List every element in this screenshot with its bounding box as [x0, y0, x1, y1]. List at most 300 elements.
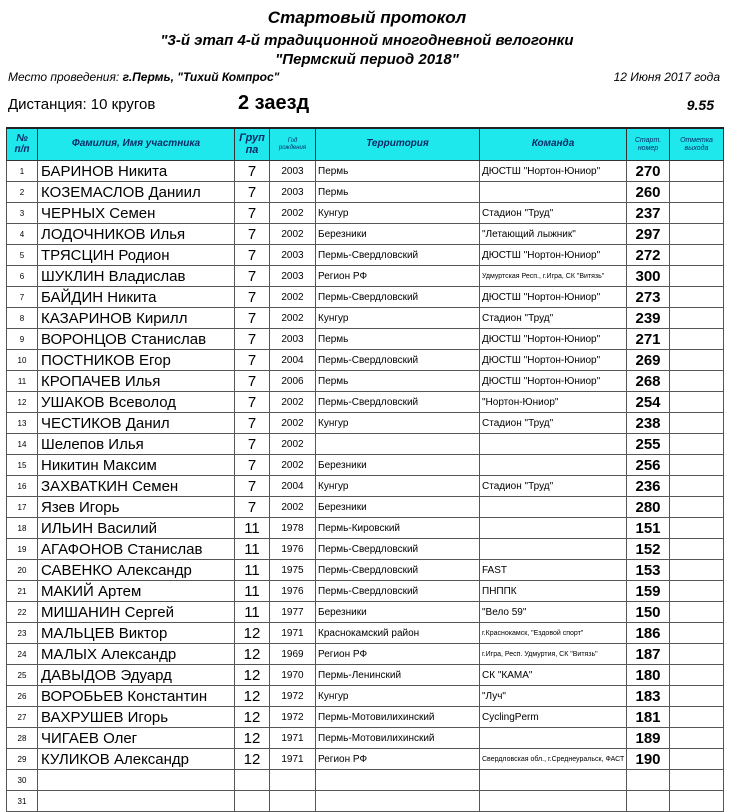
table-row [7, 497, 724, 518]
row-number-cell: 6 [7, 266, 38, 287]
group-cell: 12 [235, 707, 270, 728]
group-cell: 7 [235, 434, 270, 455]
table-row [7, 791, 724, 812]
table-header-row [7, 128, 724, 161]
exit-mark-cell [670, 350, 724, 371]
group-cell: 12 [235, 665, 270, 686]
row-number-cell: 29 [7, 749, 38, 770]
table-row [7, 413, 724, 434]
territory-cell: Регион РФ [316, 266, 480, 287]
start-number-cell: 239 [627, 308, 670, 329]
participant-name-cell: БАЙДИН Никита [38, 287, 235, 308]
table-row [7, 434, 724, 455]
birth-year-cell: 2002 [270, 455, 316, 476]
exit-mark-cell [670, 728, 724, 749]
participant-name-cell: ДАВЫДОВ Эдуард [38, 665, 235, 686]
participant-name-cell: ЧЕСТИКОВ Данил [38, 413, 235, 434]
heat-number: 2 заезд [238, 92, 310, 114]
territory-cell: Пермь [316, 182, 480, 203]
team-cell [480, 518, 627, 539]
team-cell [480, 791, 627, 812]
participant-name-cell: Язев Игорь [38, 497, 235, 518]
group-cell: 7 [235, 161, 270, 182]
exit-mark-cell [670, 287, 724, 308]
group-cell: 7 [235, 497, 270, 518]
birth-year-cell: 2002 [270, 224, 316, 245]
row-number-cell: 17 [7, 497, 38, 518]
group-cell: 11 [235, 518, 270, 539]
start-number-cell: 238 [627, 413, 670, 434]
row-number-cell: 5 [7, 245, 38, 266]
participant-name-cell: КОЗЕМАСЛОВ Даниил [38, 182, 235, 203]
participant-name-cell: АГАФОНОВ Станислав [38, 539, 235, 560]
birth-year-cell: 1977 [270, 602, 316, 623]
start-number-cell: 280 [627, 497, 670, 518]
team-cell [480, 728, 627, 749]
exit-mark-cell [670, 182, 724, 203]
table-row [7, 707, 724, 728]
group-cell: 12 [235, 686, 270, 707]
team-cell [480, 455, 627, 476]
table-row [7, 518, 724, 539]
row-number-cell: 19 [7, 539, 38, 560]
participant-name-cell: Никитин Максим [38, 455, 235, 476]
territory-cell: Пермь [316, 161, 480, 182]
start-number-cell: 273 [627, 287, 670, 308]
venue-value: г.Пермь, "Тихий Компрос" [122, 70, 280, 84]
group-cell: 7 [235, 392, 270, 413]
exit-mark-cell [670, 581, 724, 602]
group-cell: 7 [235, 371, 270, 392]
birth-year-cell: 1971 [270, 749, 316, 770]
territory-cell: Березники [316, 224, 480, 245]
group-cell: 7 [235, 413, 270, 434]
start-number-cell: 237 [627, 203, 670, 224]
participant-name-cell: БАРИНОВ Никита [38, 161, 235, 182]
birth-year-cell: 1972 [270, 686, 316, 707]
birth-year-cell: 1976 [270, 539, 316, 560]
territory-cell: Пермь-Свердловский [316, 287, 480, 308]
birth-year-cell [270, 770, 316, 791]
start-number-cell: 189 [627, 728, 670, 749]
table-row [7, 371, 724, 392]
table-row [7, 161, 724, 182]
participant-name-cell: ПОСТНИКОВ Егор [38, 350, 235, 371]
team-cell [480, 497, 627, 518]
row-number-cell: 23 [7, 623, 38, 644]
birth-year-cell: 2002 [270, 497, 316, 518]
team-cell [480, 539, 627, 560]
territory-cell: Березники [316, 497, 480, 518]
birth-year-cell: 2003 [270, 182, 316, 203]
table-row [7, 770, 724, 791]
team-cell: "Летающий лыжник" [480, 224, 627, 245]
birth-year-cell: 2003 [270, 245, 316, 266]
team-cell: г.Игра, Респ. Удмуртия, СК "Витязь" [480, 644, 627, 665]
group-cell: 11 [235, 602, 270, 623]
exit-mark-cell [670, 329, 724, 350]
territory-cell: Регион РФ [316, 749, 480, 770]
participant-name-cell: КАЗАРИНОВ Кирилл [38, 308, 235, 329]
row-number-cell: 21 [7, 581, 38, 602]
participant-name-cell: САВЕНКО Александр [38, 560, 235, 581]
team-cell [480, 434, 627, 455]
territory-cell: Пермь-Мотовилихинский [316, 728, 480, 749]
table-row [7, 728, 724, 749]
territory-cell: Березники [316, 602, 480, 623]
group-cell: 11 [235, 539, 270, 560]
exit-mark-cell [670, 203, 724, 224]
territory-cell: Березники [316, 455, 480, 476]
table-row [7, 266, 724, 287]
exit-mark-cell [670, 665, 724, 686]
participant-name-cell: ЧЕРНЫХ Семен [38, 203, 235, 224]
group-cell: 7 [235, 476, 270, 497]
exit-mark-cell [670, 161, 724, 182]
table-row [7, 749, 724, 770]
exit-mark-cell [670, 497, 724, 518]
table-row [7, 539, 724, 560]
group-cell: 12 [235, 644, 270, 665]
exit-mark-cell [670, 707, 724, 728]
birth-year-cell: 1972 [270, 707, 316, 728]
group-cell: 7 [235, 455, 270, 476]
column-header-start-number: Старт. номер [627, 128, 670, 161]
territory-cell: Пермь-Свердловский [316, 560, 480, 581]
group-cell: 7 [235, 287, 270, 308]
participant-name-cell: ЗАХВАТКИН Семен [38, 476, 235, 497]
team-cell: ДЮСТШ "Нортон-Юниор" [480, 245, 627, 266]
participant-name-cell: ВОРОБЬЕВ Константин [38, 686, 235, 707]
table-row [7, 665, 724, 686]
territory-cell: Пермь [316, 329, 480, 350]
row-number-cell: 28 [7, 728, 38, 749]
team-cell: ПНППК [480, 581, 627, 602]
start-number-cell: 181 [627, 707, 670, 728]
start-number-cell: 297 [627, 224, 670, 245]
row-number-cell: 11 [7, 371, 38, 392]
participant-name-cell: ШУКЛИН Владислав [38, 266, 235, 287]
start-number-cell: 300 [627, 266, 670, 287]
table-row [7, 644, 724, 665]
exit-mark-cell [670, 413, 724, 434]
team-cell: "Вело 59" [480, 602, 627, 623]
start-number-cell [627, 770, 670, 791]
start-number-cell: 236 [627, 476, 670, 497]
territory-cell: Пермь-Свердловский [316, 581, 480, 602]
table-row [7, 686, 724, 707]
row-number-cell: 9 [7, 329, 38, 350]
exit-mark-cell [670, 392, 724, 413]
row-number-cell: 25 [7, 665, 38, 686]
exit-mark-cell [670, 266, 724, 287]
row-number-cell: 13 [7, 413, 38, 434]
start-number-cell: 150 [627, 602, 670, 623]
participant-name-cell: КРОПАЧЕВ Илья [38, 371, 235, 392]
start-time: 9.55 [686, 97, 714, 113]
participant-name-cell: КУЛИКОВ Александр [38, 749, 235, 770]
participant-name-cell: ЧИГАЕВ Олег [38, 728, 235, 749]
venue [8, 70, 279, 84]
birth-year-cell: 2003 [270, 266, 316, 287]
start-number-cell: 152 [627, 539, 670, 560]
group-cell: 7 [235, 308, 270, 329]
table-row [7, 476, 724, 497]
row-number-cell: 14 [7, 434, 38, 455]
team-cell: FAST [480, 560, 627, 581]
group-cell: 12 [235, 749, 270, 770]
column-header-name: Фамилия, Имя участника [38, 128, 235, 161]
row-number-cell: 12 [7, 392, 38, 413]
birth-year-cell: 1970 [270, 665, 316, 686]
document-title: Стартовый протокол [267, 8, 467, 27]
table-row [7, 350, 724, 371]
participant-name-cell: МАКИЙ Артем [38, 581, 235, 602]
exit-mark-cell [670, 371, 724, 392]
territory-cell: Кунгур [316, 203, 480, 224]
team-cell: Стадион "Труд" [480, 203, 627, 224]
team-cell: Свердловская обл., г.Среднеуральск, ФАСТ [480, 749, 627, 770]
territory-cell: Пермь-Свердловский [316, 350, 480, 371]
column-header-number: № п/п [7, 128, 38, 161]
team-cell: ДЮСТШ "Нортон-Юниор" [480, 371, 627, 392]
birth-year-cell: 2004 [270, 350, 316, 371]
birth-year-cell: 1978 [270, 518, 316, 539]
territory-cell: Пермь [316, 371, 480, 392]
column-header-territory: Территория [316, 128, 480, 161]
row-number-cell: 20 [7, 560, 38, 581]
table-row [7, 560, 724, 581]
exit-mark-cell [670, 224, 724, 245]
row-number-cell: 8 [7, 308, 38, 329]
row-number-cell: 30 [7, 770, 38, 791]
start-number-cell: 159 [627, 581, 670, 602]
team-cell: Стадион "Труд" [480, 476, 627, 497]
participant-name-cell: ВАХРУШЕВ Игорь [38, 707, 235, 728]
start-number-cell: 256 [627, 455, 670, 476]
row-number-cell: 4 [7, 224, 38, 245]
territory-cell: Пермь-Свердловский [316, 392, 480, 413]
group-cell: 7 [235, 182, 270, 203]
exit-mark-cell [670, 623, 724, 644]
group-cell: 12 [235, 728, 270, 749]
group-cell: 7 [235, 245, 270, 266]
team-cell: ДЮСТШ "Нортон-Юниор" [480, 161, 627, 182]
territory-cell: Пермь-Свердловский [316, 245, 480, 266]
row-number-cell: 16 [7, 476, 38, 497]
birth-year-cell: 2002 [270, 203, 316, 224]
territory-cell: Краснокамский район [316, 623, 480, 644]
birth-year-cell: 2002 [270, 392, 316, 413]
participant-name-cell: ТРЯСЦИН Родион [38, 245, 235, 266]
team-cell: Удмуртская Респ., г.Игра, СК "Витязь" [480, 266, 627, 287]
start-number-cell: 187 [627, 644, 670, 665]
start-number-cell: 255 [627, 434, 670, 455]
territory-cell: Пермь-Ленинский [316, 665, 480, 686]
birth-year-cell: 2002 [270, 308, 316, 329]
group-cell: 7 [235, 266, 270, 287]
table-row [7, 602, 724, 623]
column-header-group: Груп па [235, 128, 270, 161]
team-cell: CyclingPerm [480, 707, 627, 728]
territory-cell: Кунгур [316, 308, 480, 329]
team-cell: "Луч" [480, 686, 627, 707]
team-cell: Стадион "Труд" [480, 413, 627, 434]
row-number-cell: 10 [7, 350, 38, 371]
birth-year-cell: 2006 [270, 371, 316, 392]
start-number-cell: 254 [627, 392, 670, 413]
table-row [7, 203, 724, 224]
start-number-cell: 151 [627, 518, 670, 539]
start-number-cell: 190 [627, 749, 670, 770]
team-cell: ДЮСТШ "Нортон-Юниор" [480, 329, 627, 350]
birth-year-cell: 2003 [270, 161, 316, 182]
table-row [7, 224, 724, 245]
start-number-cell: 271 [627, 329, 670, 350]
table-row [7, 455, 724, 476]
birth-year-cell: 2003 [270, 329, 316, 350]
participant-name-cell [38, 791, 235, 812]
table-row [7, 287, 724, 308]
venue-label: Место проведения: [8, 70, 120, 84]
territory-cell: Кунгур [316, 413, 480, 434]
row-number-cell: 26 [7, 686, 38, 707]
team-cell: "Нортон-Юниор" [480, 392, 627, 413]
exit-mark-cell [670, 791, 724, 812]
exit-mark-cell [670, 308, 724, 329]
row-number-cell: 18 [7, 518, 38, 539]
territory-cell [316, 434, 480, 455]
participant-name-cell: Шелепов Илья [38, 434, 235, 455]
participant-name-cell: ЛОДОЧНИКОВ Илья [38, 224, 235, 245]
exit-mark-cell [670, 686, 724, 707]
group-cell [235, 791, 270, 812]
group-cell: 12 [235, 623, 270, 644]
birth-year-cell: 2004 [270, 476, 316, 497]
exit-mark-cell [670, 539, 724, 560]
column-header-birth-year: Год рождения [270, 128, 316, 161]
table-row [7, 623, 724, 644]
start-number-cell: 269 [627, 350, 670, 371]
exit-mark-cell [670, 245, 724, 266]
territory-cell: Кунгур [316, 476, 480, 497]
start-number-cell: 186 [627, 623, 670, 644]
team-cell: СК "КАМА" [480, 665, 627, 686]
row-number-cell: 2 [7, 182, 38, 203]
exit-mark-cell [670, 476, 724, 497]
exit-mark-cell [670, 560, 724, 581]
row-number-cell: 27 [7, 707, 38, 728]
exit-mark-cell [670, 602, 724, 623]
start-number-cell: 272 [627, 245, 670, 266]
participant-name-cell [38, 770, 235, 791]
table-row [7, 245, 724, 266]
exit-mark-cell [670, 518, 724, 539]
territory-cell: Регион РФ [316, 644, 480, 665]
territory-cell [316, 770, 480, 791]
birth-year-cell: 1971 [270, 623, 316, 644]
territory-cell: Кунгур [316, 686, 480, 707]
column-header-team: Команда [480, 128, 627, 161]
participant-name-cell: МАЛЫХ Александр [38, 644, 235, 665]
group-cell: 11 [235, 560, 270, 581]
table-row [7, 329, 724, 350]
participant-name-cell: УШАКОВ Всеволод [38, 392, 235, 413]
group-cell: 7 [235, 329, 270, 350]
exit-mark-cell [670, 644, 724, 665]
table-row [7, 581, 724, 602]
team-cell: г.Краснокамск, "Ездовой спорт" [480, 623, 627, 644]
start-number-cell: 153 [627, 560, 670, 581]
exit-mark-cell [670, 749, 724, 770]
start-number-cell [627, 791, 670, 812]
row-number-cell: 31 [7, 791, 38, 812]
participant-name-cell: ИЛЬИН Василий [38, 518, 235, 539]
event-subtitle-line1: "3-й этап 4-й традиционной многодневной велогонки [160, 32, 574, 49]
table-row [7, 182, 724, 203]
table-row [7, 308, 724, 329]
exit-mark-cell [670, 455, 724, 476]
row-number-cell: 3 [7, 203, 38, 224]
row-number-cell: 22 [7, 602, 38, 623]
row-number-cell: 24 [7, 644, 38, 665]
start-number-cell: 183 [627, 686, 670, 707]
team-cell [480, 770, 627, 791]
table-row [7, 392, 724, 413]
column-header-exit-mark: Отметка выхода [670, 128, 724, 161]
distance: Дистанция: 10 кругов [8, 96, 156, 113]
birth-year-cell: 1969 [270, 644, 316, 665]
territory-cell: Пермь-Свердловский [316, 539, 480, 560]
event-date: 12 Июня 2017 года [613, 70, 720, 84]
start-number-cell: 268 [627, 371, 670, 392]
team-cell: Стадион "Труд" [480, 308, 627, 329]
group-cell: 11 [235, 581, 270, 602]
start-number-cell: 180 [627, 665, 670, 686]
row-number-cell: 15 [7, 455, 38, 476]
birth-year-cell: 1971 [270, 728, 316, 749]
start-number-cell: 260 [627, 182, 670, 203]
row-number-cell: 7 [7, 287, 38, 308]
group-cell: 7 [235, 350, 270, 371]
exit-mark-cell [670, 770, 724, 791]
birth-year-cell: 1976 [270, 581, 316, 602]
table-body [7, 161, 724, 812]
group-cell: 7 [235, 224, 270, 245]
start-protocol-table [6, 127, 724, 812]
exit-mark-cell [670, 434, 724, 455]
participant-name-cell: МАЛЬЦЕВ Виктор [38, 623, 235, 644]
participant-name-cell: МИШАНИН Сергей [38, 602, 235, 623]
row-number-cell: 1 [7, 161, 38, 182]
participant-name-cell: ВОРОНЦОВ Станислав [38, 329, 235, 350]
territory-cell [316, 791, 480, 812]
birth-year-cell: 2002 [270, 413, 316, 434]
birth-year-cell: 2002 [270, 287, 316, 308]
birth-year-cell [270, 791, 316, 812]
group-cell [235, 770, 270, 791]
event-subtitle-line2: "Пермский период 2018" [275, 51, 459, 68]
birth-year-cell: 2002 [270, 434, 316, 455]
team-cell: ДЮСТШ "Нортон-Юниор" [480, 350, 627, 371]
group-cell: 7 [235, 203, 270, 224]
start-number-cell: 270 [627, 161, 670, 182]
team-cell: ДЮСТШ "Нортон-Юниор" [480, 287, 627, 308]
territory-cell: Пермь-Кировский [316, 518, 480, 539]
territory-cell: Пермь-Мотовилихинский [316, 707, 480, 728]
birth-year-cell: 1975 [270, 560, 316, 581]
team-cell [480, 182, 627, 203]
